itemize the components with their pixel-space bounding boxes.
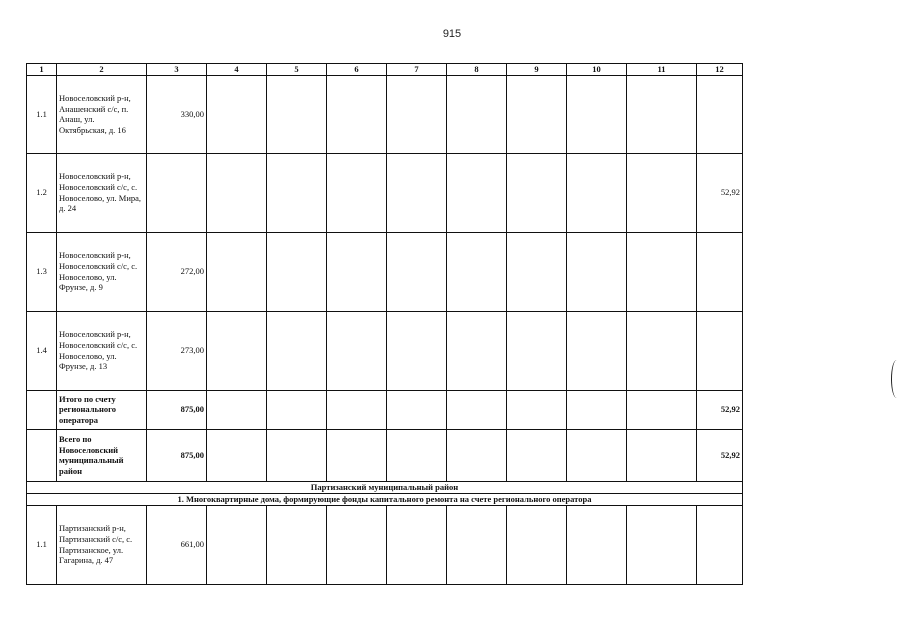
- total-district-col3: 875,00: [147, 429, 207, 481]
- column-header: 6: [327, 64, 387, 76]
- table-row: [27, 505, 743, 584]
- column-header: 2: [57, 64, 147, 76]
- row-address: Новоселовский р-н, Анашенский с/с, п. Анаш, ул. Октябрьская, д. 16: [57, 75, 147, 153]
- column-header: 8: [447, 64, 507, 76]
- total-district-row: [27, 429, 743, 481]
- column-header: 7: [387, 64, 447, 76]
- row-col3-value: 661,00: [147, 505, 207, 584]
- margin-bracket-mark: [891, 360, 902, 398]
- row-col3-value: 273,00: [147, 311, 207, 390]
- column-header: 11: [627, 64, 697, 76]
- row-col3-value: 330,00: [147, 75, 207, 153]
- row-col12-value: [697, 232, 743, 311]
- row-address: Партизанский р-н, Партизанский с/с, с. Партизанское, ул. Гагарина, д. 47: [57, 505, 147, 584]
- total-operator-col3: 875,00: [147, 390, 207, 429]
- table-row: [27, 75, 743, 153]
- total-district-col12: 52,92: [697, 429, 743, 481]
- column-header: 4: [207, 64, 267, 76]
- row-address: Новоселовский р-н, Новоселовский с/с, с. Новоселово, ул. Фрунзе, д. 13: [57, 311, 147, 390]
- column-header: 9: [507, 64, 567, 76]
- row-col3-value: 272,00: [147, 232, 207, 311]
- header-row: [27, 64, 743, 76]
- row-col12-value: 52,92: [697, 153, 743, 232]
- total-operator-label: Итого по счету регионального оператора: [57, 390, 147, 429]
- data-table: [26, 63, 743, 585]
- column-header: 5: [267, 64, 327, 76]
- row-number: 1.1: [27, 75, 57, 153]
- row-number: 1.2: [27, 153, 57, 232]
- total-district-label: Всего по Новоселовский муниципальный район: [57, 429, 147, 481]
- row-col12-value: [697, 75, 743, 153]
- section-header-row: [27, 493, 743, 505]
- district-header-row: [27, 481, 743, 493]
- table-row: [27, 153, 743, 232]
- column-header: 12: [697, 64, 743, 76]
- row-col3-value: [147, 153, 207, 232]
- table-row: [27, 311, 743, 390]
- row-address: Новоселовский р-н, Новоселовский с/с, с. Новоселово, ул. Мира, д. 24: [57, 153, 147, 232]
- row-number: 1.1: [27, 505, 57, 584]
- row-col12-value: [697, 505, 743, 584]
- column-header: 1: [27, 64, 57, 76]
- column-header: 3: [147, 64, 207, 76]
- total-operator-row: [27, 390, 743, 429]
- total-operator-col12: 52,92: [697, 390, 743, 429]
- row-number: 1.4: [27, 311, 57, 390]
- section-header: 1. Многоквартирные дома, формирующие фонды капитального ремонта на счете регионального оператора: [27, 493, 743, 505]
- row-number: 1.3: [27, 232, 57, 311]
- column-header: 10: [567, 64, 627, 76]
- table-row: [27, 232, 743, 311]
- page-number: 915: [442, 28, 462, 40]
- row-address: Новоселовский р-н, Новоселовский с/с, с. Новоселово, ул. Фрунзе, д. 9: [57, 232, 147, 311]
- row-col12-value: [697, 311, 743, 390]
- district-header: Партизанский муниципальный район: [27, 481, 743, 493]
